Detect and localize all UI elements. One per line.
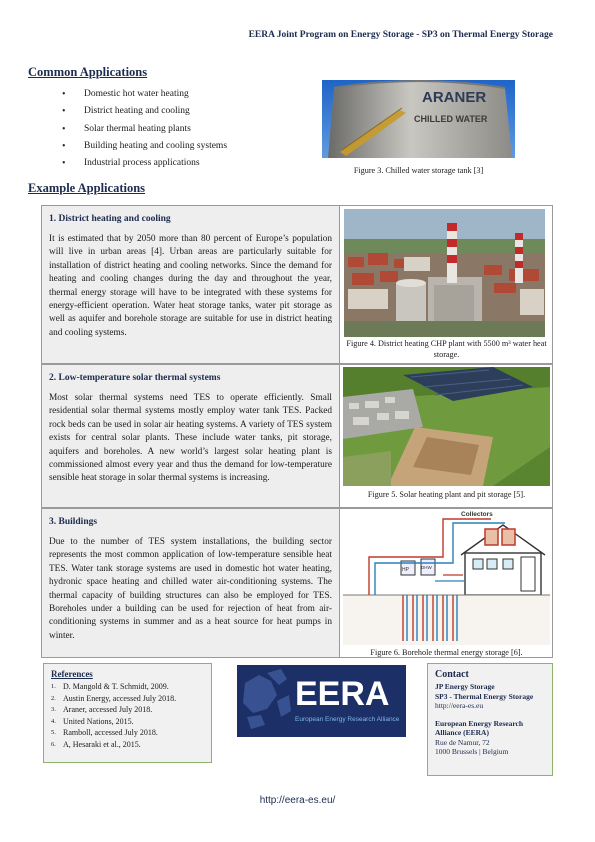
panel-title: 2. Low-temperature solar thermal systems [49, 373, 221, 383]
footer-url-link[interactable]: http://eera-es.eu/ [259, 795, 336, 806]
list-item: 4. United Nations, 2015. [51, 716, 134, 726]
list-item: • Industrial process applications [62, 155, 227, 172]
list-item: 1. D. Mangold & T. Schmidt, 2009. [51, 682, 169, 691]
contact-address-line1: Rue de Namur, 72 [435, 737, 490, 747]
common-applications-heading: Common Applications [28, 65, 148, 79]
panel-body: Most solar thermal systems need TES to operate efficiently. Small residential solar thermal systems mostly employ water tank TES. Packed rock beds can be used in solar air heating systems. A variety of TES system exists for central solar plants. These include water tanks, pit storage, aquifers and boreholes. A new world’s largest solar heating plant is commissioned almost every year and thus the demand for low-temperature sensible heat storage in solar thermal systems is increasing. [49, 393, 332, 484]
figure-6-cell [340, 508, 553, 658]
contact-box [427, 663, 553, 776]
diagram-hp-label: HP [402, 567, 409, 573]
figure-6-caption: Figure 6. Borehole thermal energy storage [6]. [370, 648, 523, 657]
logo-subtitle: European Energy Research Alliance [295, 716, 400, 723]
contact-website[interactable]: http://eera-es.eu [435, 701, 484, 710]
figure-4-chp-plant-photo [344, 209, 545, 337]
contact-org-line1: European Energy Research [435, 718, 524, 728]
references-box [43, 663, 212, 763]
figure-5-caption: Figure 5. Solar heating plant and pit storage [5]. [367, 490, 526, 499]
contact-org-line2: Alliance (EERA) [435, 728, 489, 737]
panel-title: 1. District heating and cooling [49, 214, 171, 224]
contact-address-line2: 1000 Brussels | Belgium [435, 747, 509, 756]
panel-body: Due to the number of TES system installations, the building sector represents the most common application of low-temperature sensible heat TES. Water tank storage systems are used in domestic hot water heating, hydronic space heating and chilled water air-conditioning systems. The thermal capacity of building structures can also be employed for TES. Boreholes under a building can be used for rejection of heat from air-conditioning systems in summer and as a heat source for heat pumps in winter. [49, 537, 332, 641]
figure-6-borehole-diagram [343, 509, 550, 645]
list-item: • Solar thermal heating plants [62, 121, 227, 138]
example-applications-heading: Example Applications [28, 181, 146, 195]
list-item: • District heating and cooling [62, 103, 227, 120]
references-list [51, 681, 204, 751]
panel-title: 3. Buildings [49, 517, 98, 527]
list-item: 6. A, Hesaraki et al., 2015. [51, 739, 141, 749]
figure-3-caption: Figure 3. Chilled water storage tank [3] [353, 166, 484, 175]
tank-label-text: CHILLED WATER [414, 114, 488, 124]
list-item: 5. Ramboll, accessed July 2018. [51, 728, 158, 738]
panel-district-heating [41, 205, 340, 364]
contact-program: JP Energy Storage [435, 682, 495, 691]
figure-5-solar-plant-photo [343, 367, 550, 486]
diagram-collectors-label: Collectors [461, 511, 493, 518]
page-header-title: EERA Joint Program on Energy Storage - SP3 on Thermal Energy Storage [248, 30, 553, 40]
list-item: • Domestic hot water heating [62, 86, 227, 103]
panel-solar-thermal [41, 364, 340, 508]
panel-buildings [41, 508, 340, 658]
diagram-dhw-label: DHW [421, 565, 432, 570]
eera-logo [237, 665, 406, 737]
tank-brand-text: ARANER [422, 89, 487, 106]
figure-3-tank-photo [322, 80, 515, 158]
contact-subprogram: SP3 - Thermal Energy Storage [435, 691, 534, 701]
list-item: 3. Araner, accessed July 2018. [51, 705, 153, 715]
list-item: • Building heating and cooling systems [62, 138, 227, 155]
references-title: References [51, 669, 93, 679]
common-applications-list [62, 86, 227, 172]
logo-wordmark: EERA [295, 675, 390, 713]
list-item: 2. Austin Energy, accessed July 2018. [51, 693, 177, 703]
figure-4-caption: Figure 4. District heating CHP plant with 5500 m³ water heat storage. [346, 339, 547, 359]
figure-4-cell [340, 205, 553, 364]
panel-body: It is estimated that by 2050 more than 80 percent of Europe’s population will live in urban areas [4]. Urban areas are particularly suitable for installation of district heating and cooling networks. Since the demand for heating and cooling changes during the day and throughout the year, thermal energy storage will have to be integrated with these systems for energy-efficient operation. Water heat storage tanks, water pit storage as well as aquifer and borehole storage are suitable for use in district heating and cooling systems. [49, 234, 332, 338]
figure-5-cell [340, 364, 553, 508]
contact-title: Contact [435, 669, 469, 680]
